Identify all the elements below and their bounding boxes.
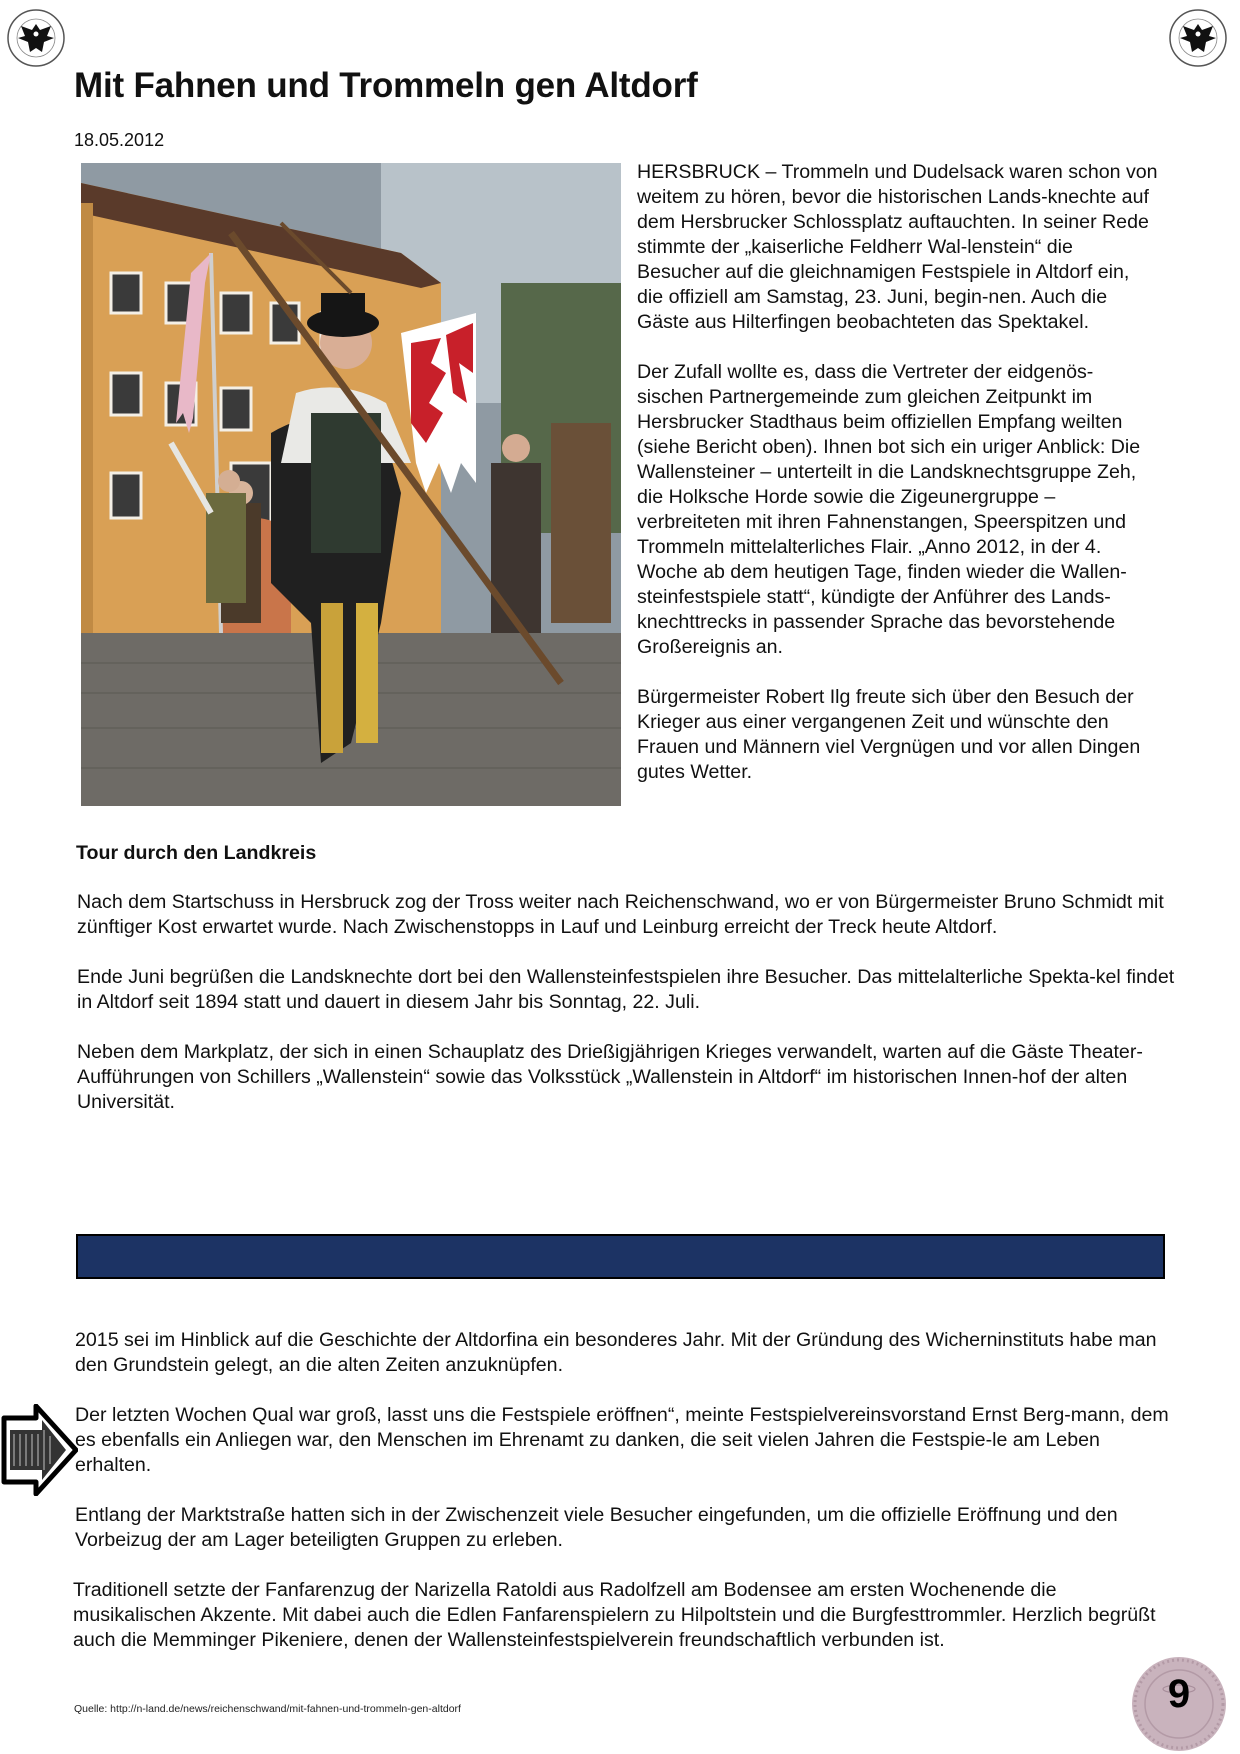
paragraph: Bürgermeister Robert Ilg freute sich über den Besuch der Krieger aus einer vergangenen Zeit und wünschte den Frauen und Männern viel Vergnügen und vor allen Dingen gutes Wetter. bbox=[637, 686, 1141, 783]
second-article-text bbox=[75, 1328, 1175, 1678]
paragraph: Der Zufall wollte es, dass die Vertreter der eidgenös-sischen Partnergemeinde zum gleichen Zeitpunkt im Hersbrucker Stadthaus beim offiziellen Empfang weilten (siehe Bericht oben). Ihnen bot sich ein uriger Anblick: Die Wallensteiner – unterteilt in die Landsknechtsgruppe Zeh, die Holksche Horde sowie die Zigeunergruppe – verbreiteten mit ihren Fahnenstangen, Speerspitzen und Trommeln mittelalterliches Flair. „Anno 2012, in der 4. Woche ab dem heutigen Tage, finden wieder die Wallen-steinfestspiele statt“, kündigte der Anführer des Lands-knechttrecks in passender Sprache das bevorstehende Großereignis an. bbox=[637, 361, 1141, 658]
paragraph: Traditionell setzte der Fanfarenzug der Narizella Ratoldi aus Radolfzell am Bodensee am ersten Wochenende die musikalischen Akzente. Mit dabei auch die Edlen Fanfarenspielern zu Hilpoltstein und die Burgfesttrommler. Herzlich begrüßt auch die Memminger Pikeniere, denen der Wallensteinfestspielverein freundschaftlich verbunden ist. bbox=[73, 1579, 1156, 1651]
source-link[interactable]: Quelle: http://n-land.de/news/reichenschwand/mit-fahnen-und-trommeln-gen-altdorf bbox=[74, 1703, 461, 1715]
article-title: Mit Fahnen und Trommeln gen Altdorf bbox=[74, 66, 698, 105]
article-photo bbox=[81, 163, 621, 806]
eagle-emblem-icon bbox=[6, 8, 66, 68]
divider-bar bbox=[76, 1234, 1165, 1279]
paragraph: Neben dem Markplatz, der sich in einen Schauplatz des Drießigjährigen Krieges verwandelt, warten auf die Gäste Theater-Aufführungen von Schillers „Wallenstein“ sowie das Volksstück „Wallenstein in Altdorf“ im historischen Innen-hof der alten Universität. bbox=[77, 1041, 1143, 1113]
intro-text bbox=[637, 160, 1159, 810]
paragraph: Der letzten Wochen Qual war groß, lasst uns die Festspiele eröffnen“, meinte Festspielvereinsvorstand Ernst Berg-mann, dem es ebenfalls ein Anliegen war, den Menschen im Ehrenamt zu danken, die seit vielen Jahren die Festspie-le am Leben erhalten. bbox=[75, 1404, 1169, 1476]
page-number: 9 bbox=[1167, 1672, 1191, 1716]
article-date: 18.05.2012 bbox=[74, 130, 165, 150]
paragraph: Nach dem Startschuss in Hersbruck zog der Tross weiter nach Reichenschwand, wo er von Bürgermeister Bruno Schmidt mit zünftiger Kost erwartet wurde. Nach Zwischenstopps in Lauf und Leinburg erreicht der Treck heute Altdorf. bbox=[77, 891, 1164, 938]
section-heading: Tour durch den Landkreis bbox=[76, 842, 317, 864]
section-text bbox=[77, 890, 1177, 1140]
paragraph: Ende Juni begrüßen die Landsknechte dort bei den Wallensteinfestspielen ihre Besucher. Das mittelalterliche Spekta-kel findet in Altdorf seit 1894 statt und dauert in diesem Jahr bis Sonntag, 22. Juli. bbox=[77, 966, 1175, 1013]
paragraph: Entlang der Marktstraße hatten sich in der Zwischenzeit viele Besucher eingefunden, um die offizielle Eröffnung und den Vorbeizug der am Lager beteiligten Gruppen zu erleben. bbox=[75, 1504, 1118, 1551]
eagle-emblem-icon bbox=[1168, 8, 1228, 68]
paragraph: 2015 sei im Hinblick auf die Geschichte der Altdorfina ein besonderes Jahr. Mit der Gründung des Wicherninstituts habe man den Grundstein gelegt, an die alten Zeiten anzuknüpfen. bbox=[75, 1329, 1157, 1376]
arrow-right-icon bbox=[0, 1404, 78, 1496]
paragraph: HERSBRUCK – Trommeln und Dudelsack waren schon von weitem zu hören, bevor die historischen Lands-knechte auf dem Hersbrucker Schlossplatz auftauchten. In seiner Rede stimmte der „kaiserliche Feldherr Wal-lenstein“ die Besucher auf die gleichnamigen Festspiele in Altdorf ein, die offiziell am Samstag, 23. Juni, begin-nen. Auch die Gäste aus Hilterfingen beobachteten das Spektakel. bbox=[637, 161, 1158, 333]
